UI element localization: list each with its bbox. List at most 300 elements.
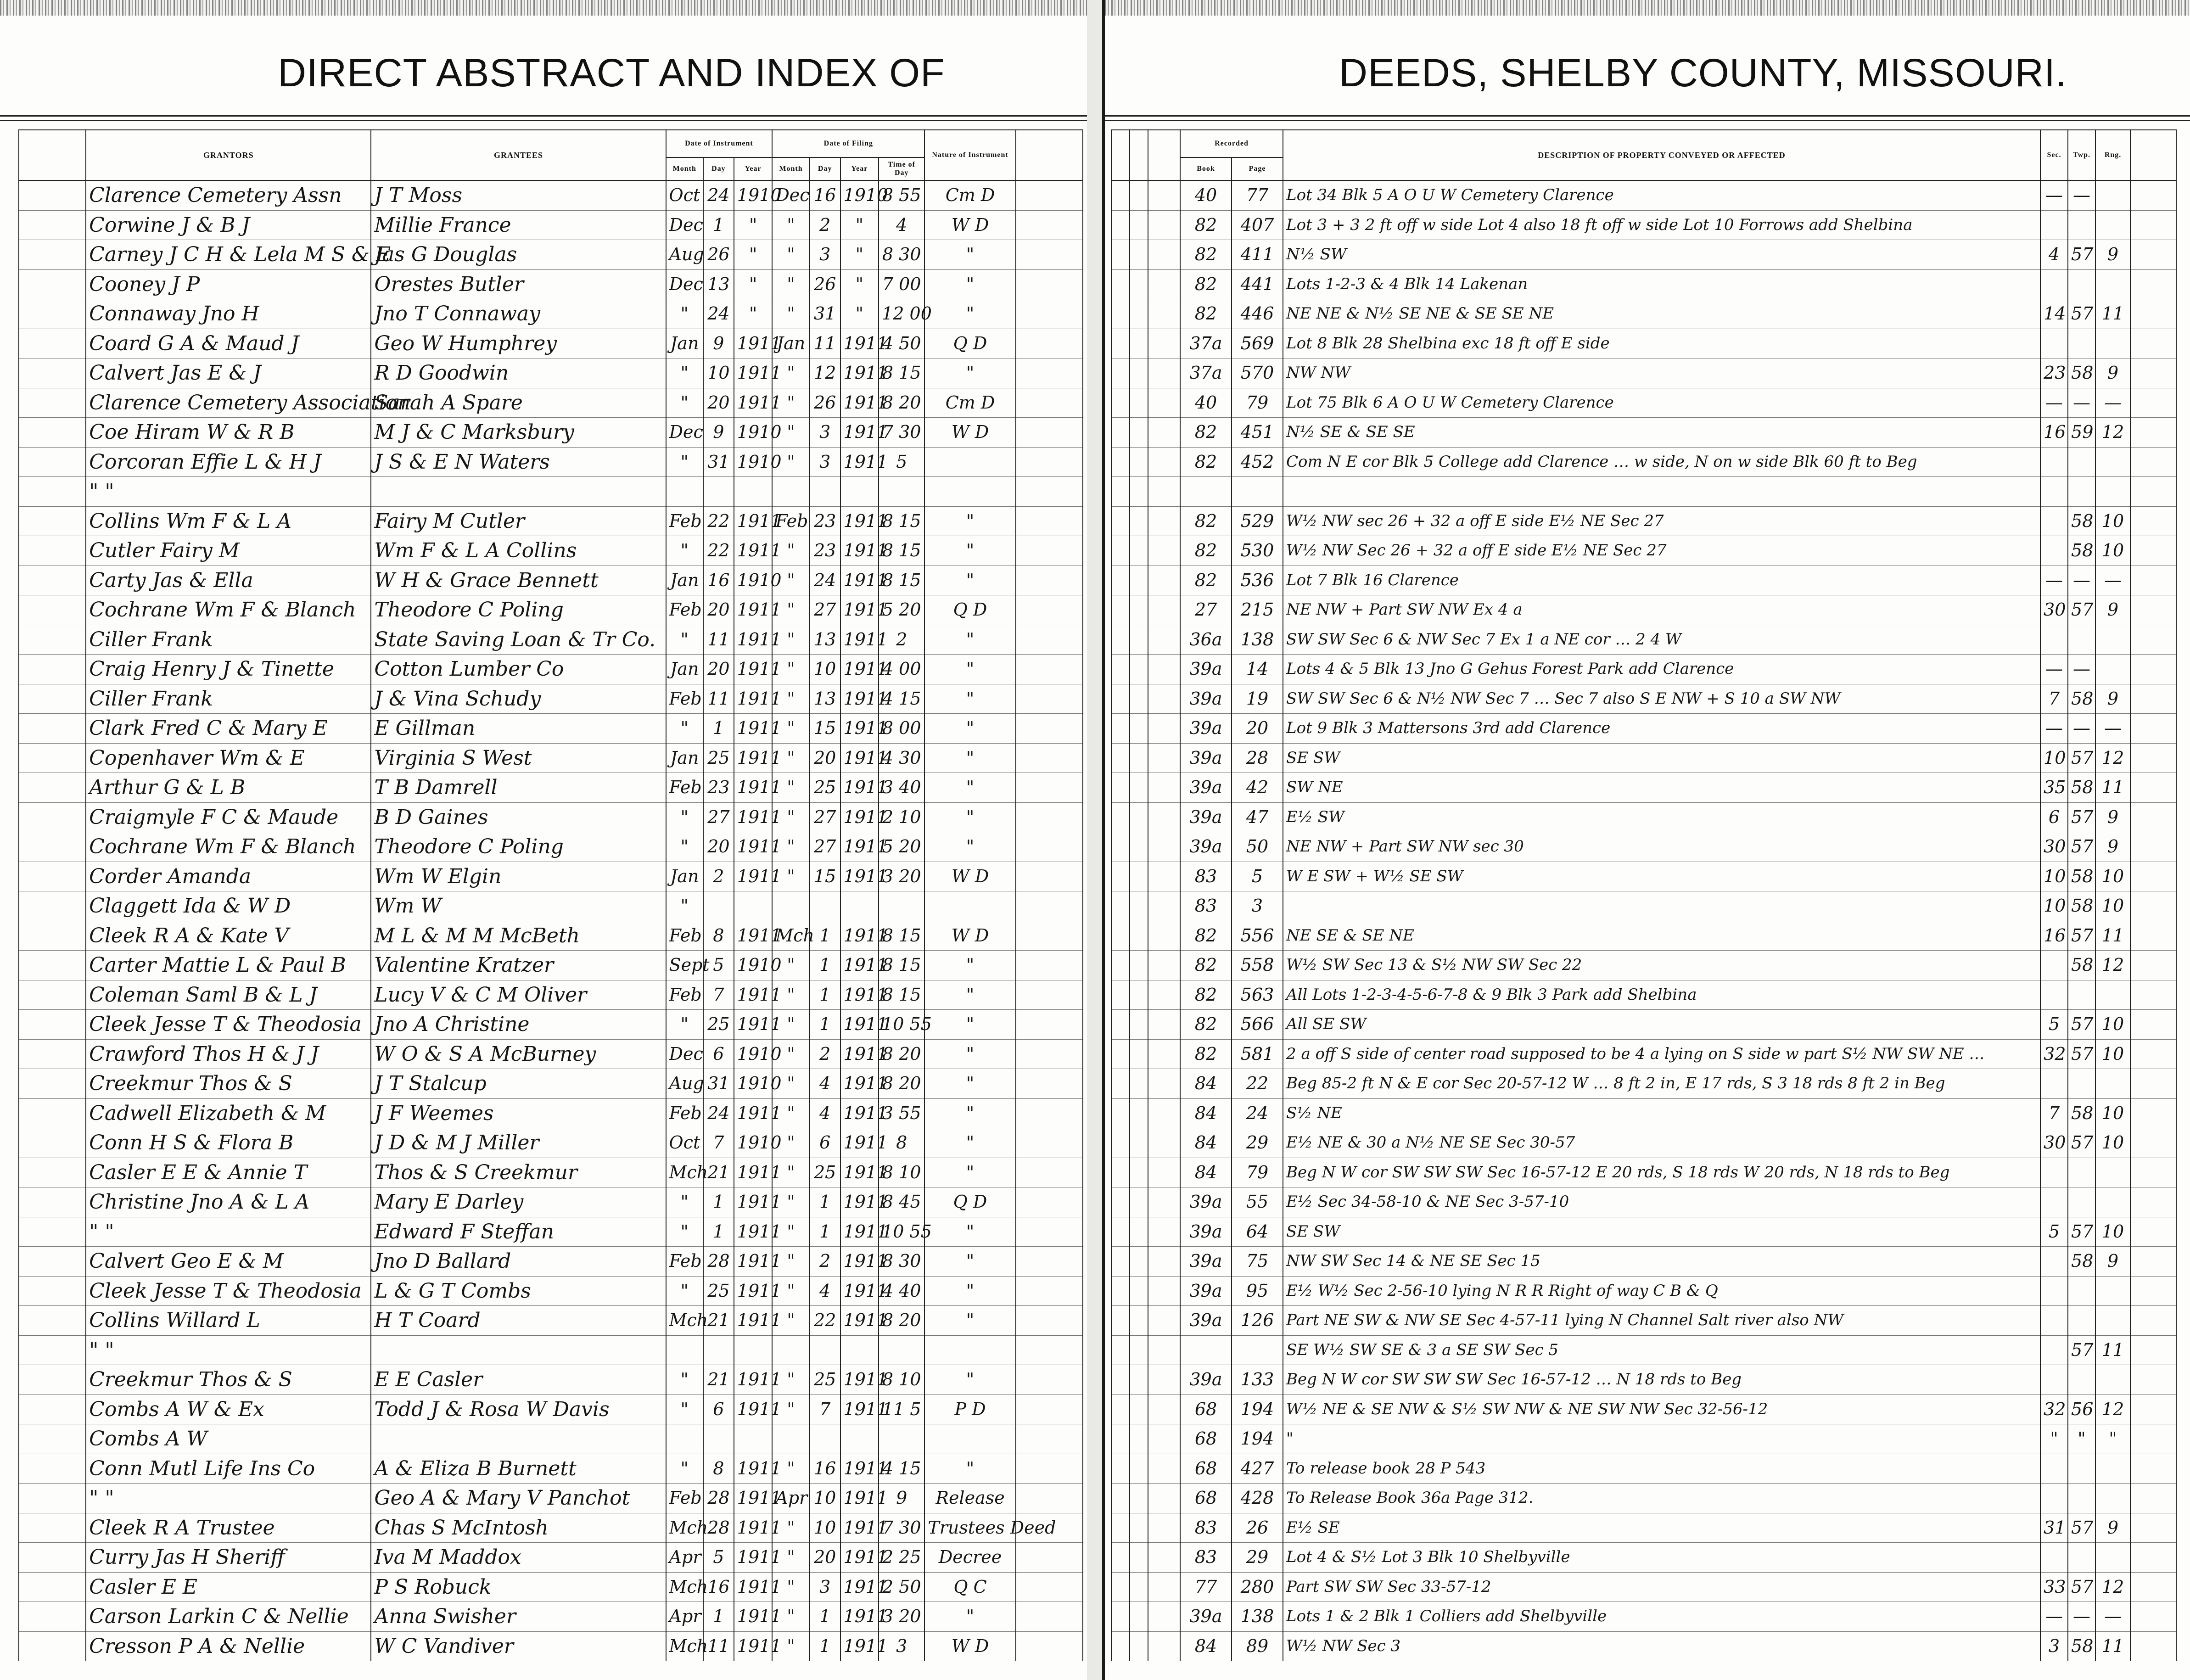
instrument-month-cell: Mch [666, 1158, 703, 1187]
right-margin-cell [1148, 832, 1180, 862]
right-margin-cell [1130, 269, 1148, 299]
instrument-year-cell: 1911 [734, 625, 773, 655]
page-cell: 441 [1232, 269, 1283, 299]
nature-cell: " [924, 951, 1015, 980]
grantor-cell: Creekmur Thos & S [86, 1069, 371, 1099]
filing-year-cell: 1911 [840, 832, 879, 862]
description-cell: SE SW [1283, 743, 2040, 773]
filing-time-cell: 4 50 [879, 329, 924, 358]
page-cell: 55 [1232, 1187, 1283, 1217]
twp-cell: 58 [2068, 536, 2095, 566]
margin-cell [19, 625, 86, 655]
right-margin-cell [1130, 299, 1148, 329]
book-cell: 39a [1180, 1187, 1232, 1217]
book-cell: 84 [1180, 1631, 1232, 1661]
filing-day-cell: 3 [810, 240, 840, 270]
page-cell: 24 [1232, 1098, 1283, 1128]
filing-time-cell: 8 30 [879, 1247, 924, 1277]
grantee-cell: J D & M J Miller [371, 1128, 666, 1158]
sec-cell [2040, 1365, 2068, 1395]
page-cell [1232, 1335, 1283, 1365]
filing-month-cell: " [772, 388, 809, 418]
nature-cell: " [924, 1069, 1015, 1099]
book-cell: 39a [1180, 684, 1232, 714]
date-of-filing-header: Date of Filing [772, 130, 924, 157]
book-cell: 82 [1180, 921, 1232, 951]
filing-year-cell: 1911 [840, 1039, 879, 1069]
filing-year-cell: 1911 [840, 773, 879, 803]
spacer-cell [1016, 269, 1083, 299]
instrument-month-cell: Dec [666, 210, 703, 240]
book-cell: 39a [1180, 743, 1232, 773]
instrument-day-cell: 31 [703, 1069, 734, 1099]
twp-cell [2068, 1543, 2095, 1573]
filing-time-cell: 4 40 [879, 1276, 924, 1306]
description-cell: E½ W½ Sec 2-56-10 lying N R R Right of way C B & Q [1283, 1276, 2040, 1306]
right-margin-cell [1148, 358, 1180, 388]
description-cell: E½ Sec 34-58-10 & NE Sec 3-57-10 [1283, 1187, 2040, 1217]
ledger-row-right [1111, 358, 2176, 388]
nature-cell: " [924, 1158, 1015, 1187]
grantor-cell: Combs A W [86, 1424, 371, 1454]
nature-cell: P D [924, 1394, 1015, 1424]
instrument-day-cell: 20 [703, 388, 734, 418]
instrument-year-cell: " [734, 299, 773, 329]
sec-cell: 4 [2040, 240, 2068, 270]
description-cell: Beg 85-2 ft N & E cor Sec 20-57-12 W … 8 ft 2 in, E 17 rds, S 3 18 rds 8 ft 2 in Beg [1283, 1069, 2040, 1099]
ledger-row-right [1111, 210, 2176, 240]
right-margin-cell [1130, 180, 1148, 210]
right-margin-cell [1111, 625, 1130, 655]
margin-cell [19, 1306, 86, 1336]
right-margin-cell [1111, 388, 1130, 418]
filing-time-cell: 10 55 [879, 1217, 924, 1247]
right-edge-cell [2130, 1602, 2176, 1632]
right-edge-cell [2130, 655, 2176, 684]
grantor-cell: Cleek R A & Kate V [86, 921, 371, 951]
spacer-cell [1016, 714, 1083, 744]
filing-year-cell: 1910 [840, 180, 879, 210]
ledger-row-left [19, 388, 1083, 418]
filing-day-cell: 7 [810, 1394, 840, 1424]
ledger-row-left [19, 743, 1083, 773]
ledger-row-right [1111, 566, 2176, 595]
instrument-year-cell: 1911 [734, 1394, 773, 1424]
grantee-cell: Wm W Elgin [371, 862, 666, 891]
twp-cell [2068, 980, 2095, 1010]
instrument-month-cell: " [666, 358, 703, 388]
ledger-row-right [1111, 1217, 2176, 1247]
grantor-cell: Craigmyle F C & Maude [86, 802, 371, 832]
instrument-month-cell: Mch [666, 1513, 703, 1543]
description-cell: Lots 4 & 5 Blk 13 Jno G Gehus Forest Park add Clarence [1283, 655, 2040, 684]
book-cell: 82 [1180, 447, 1232, 477]
margin-cell [19, 566, 86, 595]
ledger-row-right [1111, 477, 2176, 507]
grantee-cell: Chas S McIntosh [371, 1513, 666, 1543]
ledger-row-right [1111, 1543, 2176, 1573]
spacer-cell [1016, 1365, 1083, 1395]
filing-day-cell: 13 [810, 625, 840, 655]
filing-time-cell [879, 891, 924, 921]
book-cell: 37a [1180, 329, 1232, 358]
spacer-cell [1016, 477, 1083, 507]
instrument-month-cell: " [666, 625, 703, 655]
nature-cell: " [924, 743, 1015, 773]
instrument-year-cell [734, 891, 773, 921]
sec-header: Sec. [2040, 130, 2068, 180]
rng-cell: 12 [2095, 1572, 2130, 1602]
instrument-month-cell: Dec [666, 1039, 703, 1069]
rng-cell: 11 [2095, 1335, 2130, 1365]
filing-month-cell: " [772, 1098, 809, 1128]
right-margin-cell [1148, 329, 1180, 358]
instrument-day-cell: 20 [703, 595, 734, 625]
instrument-year-cell: 1911 [734, 1187, 773, 1217]
filing-time-cell: 8 30 [879, 240, 924, 270]
book-cell: 36a [1180, 625, 1232, 655]
right-margin-cell [1130, 1039, 1148, 1069]
filing-year-cell [840, 891, 879, 921]
sec-cell [2040, 269, 2068, 299]
grantee-cell: Valentine Kratzer [371, 951, 666, 980]
ledger-row-left [19, 536, 1083, 566]
sec-cell: " [2040, 1424, 2068, 1454]
header-rule-right-thin [1105, 120, 2190, 121]
filing-year-cell: 1911 [840, 566, 879, 595]
spacer-cell [1016, 743, 1083, 773]
margin-cell [19, 1602, 86, 1632]
filing-day-cell: 23 [810, 536, 840, 566]
grantor-cell: Collins Wm F & L A [86, 506, 371, 536]
spacer-cell [1016, 1454, 1083, 1484]
instrument-month-cell: " [666, 1187, 703, 1217]
grantee-cell: A & Eliza B Burnett [371, 1454, 666, 1484]
filing-year-cell: 1911 [840, 1187, 879, 1217]
spacer-cell [1016, 1335, 1083, 1365]
right-margin-cell [1148, 1128, 1180, 1158]
filing-time-cell: 8 [879, 1128, 924, 1158]
instrument-month-cell: Sept [666, 951, 703, 980]
grantee-cell: Sarah A Spare [371, 388, 666, 418]
instrument-day-cell: 1 [703, 1217, 734, 1247]
right-edge-cell [2130, 921, 2176, 951]
book-cell: 84 [1180, 1098, 1232, 1128]
margin-cell [19, 1543, 86, 1573]
grantor-cell: Connaway Jno H [86, 299, 371, 329]
instrument-year-cell [734, 1335, 773, 1365]
right-margin-cell [1111, 980, 1130, 1010]
filing-month-cell: Dec [772, 180, 809, 210]
sec-cell: — [2040, 1602, 2068, 1632]
right-margin-cell [1148, 1631, 1180, 1661]
nature-cell: Q D [924, 1187, 1015, 1217]
filing-time-cell: 4 15 [879, 684, 924, 714]
grantee-cell: Jas G Douglas [371, 240, 666, 270]
page-cell: 536 [1232, 566, 1283, 595]
right-edge-cell [2130, 832, 2176, 862]
right-margin-cell [1111, 240, 1130, 270]
filing-day-cell: 23 [810, 506, 840, 536]
ledger-row-right [1111, 714, 2176, 744]
filing-time-cell: 4 15 [879, 1454, 924, 1484]
twp-cell: — [2068, 388, 2095, 418]
grantor-cell: Corcoran Effie L & H J [86, 447, 371, 477]
twp-cell: 58 [2068, 1098, 2095, 1128]
right-margin-cell [1130, 595, 1148, 625]
grantors-header: GRANTORS [86, 130, 371, 180]
right-margin-cell [1111, 1069, 1130, 1099]
nature-cell: Decree [924, 1543, 1015, 1573]
filing-month-cell: Apr [772, 1484, 809, 1513]
twp-header: Twp. [2068, 130, 2095, 180]
twp-cell: 57 [2068, 1572, 2095, 1602]
grantee-cell: W H & Grace Bennett [371, 566, 666, 595]
filing-day-header: Day [810, 157, 840, 180]
page-cell: 3 [1232, 891, 1283, 921]
instrument-month-cell: Dec [666, 418, 703, 448]
instrument-day-cell: 2 [703, 862, 734, 891]
grantor-cell: Crawford Thos H & J J [86, 1039, 371, 1069]
rng-cell: 9 [2095, 1513, 2130, 1543]
book-cell: 82 [1180, 1039, 1232, 1069]
instrument-day-cell: 8 [703, 1454, 734, 1484]
right-margin-cell [1130, 566, 1148, 595]
filing-month-cell: " [772, 802, 809, 832]
spacer-cell [1016, 1039, 1083, 1069]
description-cell: SE SW [1283, 1217, 2040, 1247]
instrument-year-cell: 1911 [734, 684, 773, 714]
right-edge-cell [2130, 358, 2176, 388]
filing-time-cell: 2 [879, 625, 924, 655]
ledger-row-left [19, 980, 1083, 1010]
right-margin-cell [1148, 802, 1180, 832]
spacer-cell [1016, 210, 1083, 240]
right-margin-cell [1148, 240, 1180, 270]
instrument-month-cell: Apr [666, 1543, 703, 1573]
margin-cell [19, 802, 86, 832]
ledger-row-right [1111, 329, 2176, 358]
page-cell: 556 [1232, 921, 1283, 951]
twp-cell: — [2068, 180, 2095, 210]
right-edge-cell [2130, 1069, 2176, 1099]
grantee-cell: Theodore C Poling [371, 595, 666, 625]
sec-cell [2040, 1543, 2068, 1573]
header-rule [0, 115, 1099, 117]
grantees-header: GRANTEES [371, 130, 666, 180]
ledger-row-right [1111, 802, 2176, 832]
filing-day-cell: 27 [810, 802, 840, 832]
instrument-year-cell: 1911 [734, 1247, 773, 1277]
nature-cell: " [924, 1365, 1015, 1395]
ledger-row-left [19, 832, 1083, 862]
instrument-month-cell: Feb [666, 773, 703, 803]
ledger-row-left [19, 714, 1083, 744]
filing-month-cell: " [772, 1572, 809, 1602]
instrument-day-cell: 11 [703, 1631, 734, 1661]
right-margin-cell [1130, 388, 1148, 418]
grantor-cell: Cochrane Wm F & Blanch [86, 595, 371, 625]
filing-year-cell: 1911 [840, 1631, 879, 1661]
filing-month-cell: " [772, 714, 809, 744]
filing-day-cell: 3 [810, 447, 840, 477]
page-cell: 75 [1232, 1247, 1283, 1277]
margin-cell [19, 1217, 86, 1247]
filing-month-cell: " [772, 299, 809, 329]
instrument-year-cell: 1911 [734, 1217, 773, 1247]
book-cell: 39a [1180, 714, 1232, 744]
description-cell: Lot 75 Blk 6 A O U W Cemetery Clarence [1283, 388, 2040, 418]
filing-year-cell: 1911 [840, 655, 879, 684]
grantee-cell: E Gillman [371, 714, 666, 744]
filing-month-cell: " [772, 743, 809, 773]
filing-month-cell [772, 477, 809, 507]
book-header: Book [1180, 157, 1232, 180]
right-margin-cell [1130, 1602, 1148, 1632]
grantor-cell: Cleek Jesse T & Theodosia [86, 1010, 371, 1040]
filing-month-cell: " [772, 1010, 809, 1040]
margin-cell [19, 862, 86, 891]
margin-cell [19, 447, 86, 477]
nature-cell [924, 891, 1015, 921]
instrument-day-cell: 20 [703, 655, 734, 684]
spacer-cell [1016, 388, 1083, 418]
instrument-month-cell: Mch [666, 1306, 703, 1336]
right-margin-cell [1130, 358, 1148, 388]
book-cell: 84 [1180, 1158, 1232, 1187]
twp-cell [2068, 1187, 2095, 1217]
sec-cell: — [2040, 566, 2068, 595]
top-scan-band [0, 0, 1099, 16]
spacer-cell [1016, 1602, 1083, 1632]
filing-month-cell: " [772, 951, 809, 980]
rng-cell: 10 [2095, 1217, 2130, 1247]
margin-cell [19, 477, 86, 507]
twp-cell: 57 [2068, 1039, 2095, 1069]
sec-cell: 10 [2040, 891, 2068, 921]
right-edge-cell [2130, 1217, 2176, 1247]
filing-year-cell: 1911 [840, 862, 879, 891]
page-cell: 529 [1232, 506, 1283, 536]
spacer-cell [1016, 240, 1083, 270]
grantor-cell: Conn H S & Flora B [86, 1128, 371, 1158]
filing-day-cell: 1 [810, 980, 840, 1010]
book-cell: 83 [1180, 862, 1232, 891]
filing-year-cell [840, 1424, 879, 1454]
nature-header: Nature of Instrument [924, 130, 1015, 180]
margin-cell [19, 180, 86, 210]
rng-cell [2095, 1543, 2130, 1573]
spacer-cell [1016, 862, 1083, 891]
instrument-year-cell: 1910 [734, 1128, 773, 1158]
twp-cell: 58 [2068, 891, 2095, 921]
header-rule-thin [0, 120, 1099, 121]
filing-month-cell: " [772, 684, 809, 714]
right-margin-cell [1148, 1069, 1180, 1099]
ledger-row-left [19, 773, 1083, 803]
grantor-cell: Craig Henry J & Tinette [86, 655, 371, 684]
right-margin-cell [1130, 536, 1148, 566]
right-margin-cell [1111, 773, 1130, 803]
instrument-month-cell: Feb [666, 980, 703, 1010]
book-cell [1180, 1335, 1232, 1365]
instrument-day-cell: 28 [703, 1484, 734, 1513]
nature-cell: W D [924, 921, 1015, 951]
filing-month-cell: " [772, 1039, 809, 1069]
twp-cell: 57 [2068, 1128, 2095, 1158]
grantee-cell [371, 1335, 666, 1365]
margin-cell [19, 1069, 86, 1099]
filing-time-cell: 9 [879, 1484, 924, 1513]
rng-cell: 9 [2095, 684, 2130, 714]
filing-year-cell: 1911 [840, 1158, 879, 1187]
grantee-cell: Wm F & L A Collins [371, 536, 666, 566]
instrument-month-cell: Mch [666, 1631, 703, 1661]
date-of-instrument-header: Date of Instrument [666, 130, 773, 157]
page-cell: 126 [1232, 1306, 1283, 1336]
grantee-cell: Iva M Maddox [371, 1543, 666, 1573]
sec-cell [2040, 625, 2068, 655]
spacer-cell [1016, 1187, 1083, 1217]
description-cell: All Lots 1-2-3-4-5-6-7-8 & 9 Blk 3 Park add Shelbina [1283, 980, 2040, 1010]
right-margin-cell [1111, 743, 1130, 773]
twp-cell: 58 [2068, 862, 2095, 891]
grantee-cell: Lucy V & C M Oliver [371, 980, 666, 1010]
grantee-cell: W O & S A McBurney [371, 1039, 666, 1069]
ledger-row-right [1111, 1098, 2176, 1128]
ledger-row-right [1111, 1335, 2176, 1365]
filing-day-cell: 1 [810, 1217, 840, 1247]
filing-day-cell [810, 891, 840, 921]
book-cell: 39a [1180, 802, 1232, 832]
filing-month-cell: " [772, 536, 809, 566]
spacer-cell [1016, 655, 1083, 684]
right-margin-cell [1111, 951, 1130, 980]
right-margin-cell [1130, 655, 1148, 684]
ledger-row-right [1111, 1306, 2176, 1336]
right-edge-cell [2130, 1543, 2176, 1573]
rng-cell [2095, 1454, 2130, 1484]
description-cell: NW SW Sec 14 & NE SE Sec 15 [1283, 1247, 2040, 1277]
grantee-cell: M L & M M McBeth [371, 921, 666, 951]
filing-year-cell: " [840, 240, 879, 270]
twp-cell [2068, 1484, 2095, 1513]
filing-time-cell: 8 15 [879, 980, 924, 1010]
instrument-month-cell: Jan [666, 862, 703, 891]
filing-day-cell: 1 [810, 921, 840, 951]
filing-time-cell: 10 55 [879, 1010, 924, 1040]
ledger-row-right [1111, 684, 2176, 714]
filing-time-cell: 11 5 [879, 1394, 924, 1424]
right-margin-cell [1130, 1572, 1148, 1602]
book-cell: 37a [1180, 358, 1232, 388]
sec-cell: 5 [2040, 1010, 2068, 1040]
right-edge-cell [2130, 1010, 2176, 1040]
right-edge-cell [2130, 714, 2176, 744]
right-margin-cell [1130, 1158, 1148, 1187]
rng-cell [2095, 269, 2130, 299]
instrument-day-cell: 24 [703, 180, 734, 210]
sec-cell: 10 [2040, 743, 2068, 773]
filing-month-cell: " [772, 1365, 809, 1395]
nature-cell: W D [924, 862, 1015, 891]
ledger-row-right [1111, 1039, 2176, 1069]
margin-cell [19, 269, 86, 299]
instrument-day-cell: 24 [703, 299, 734, 329]
sec-cell [2040, 1306, 2068, 1336]
nature-cell: " [924, 506, 1015, 536]
grantor-cell: Carty Jas & Ella [86, 566, 371, 595]
